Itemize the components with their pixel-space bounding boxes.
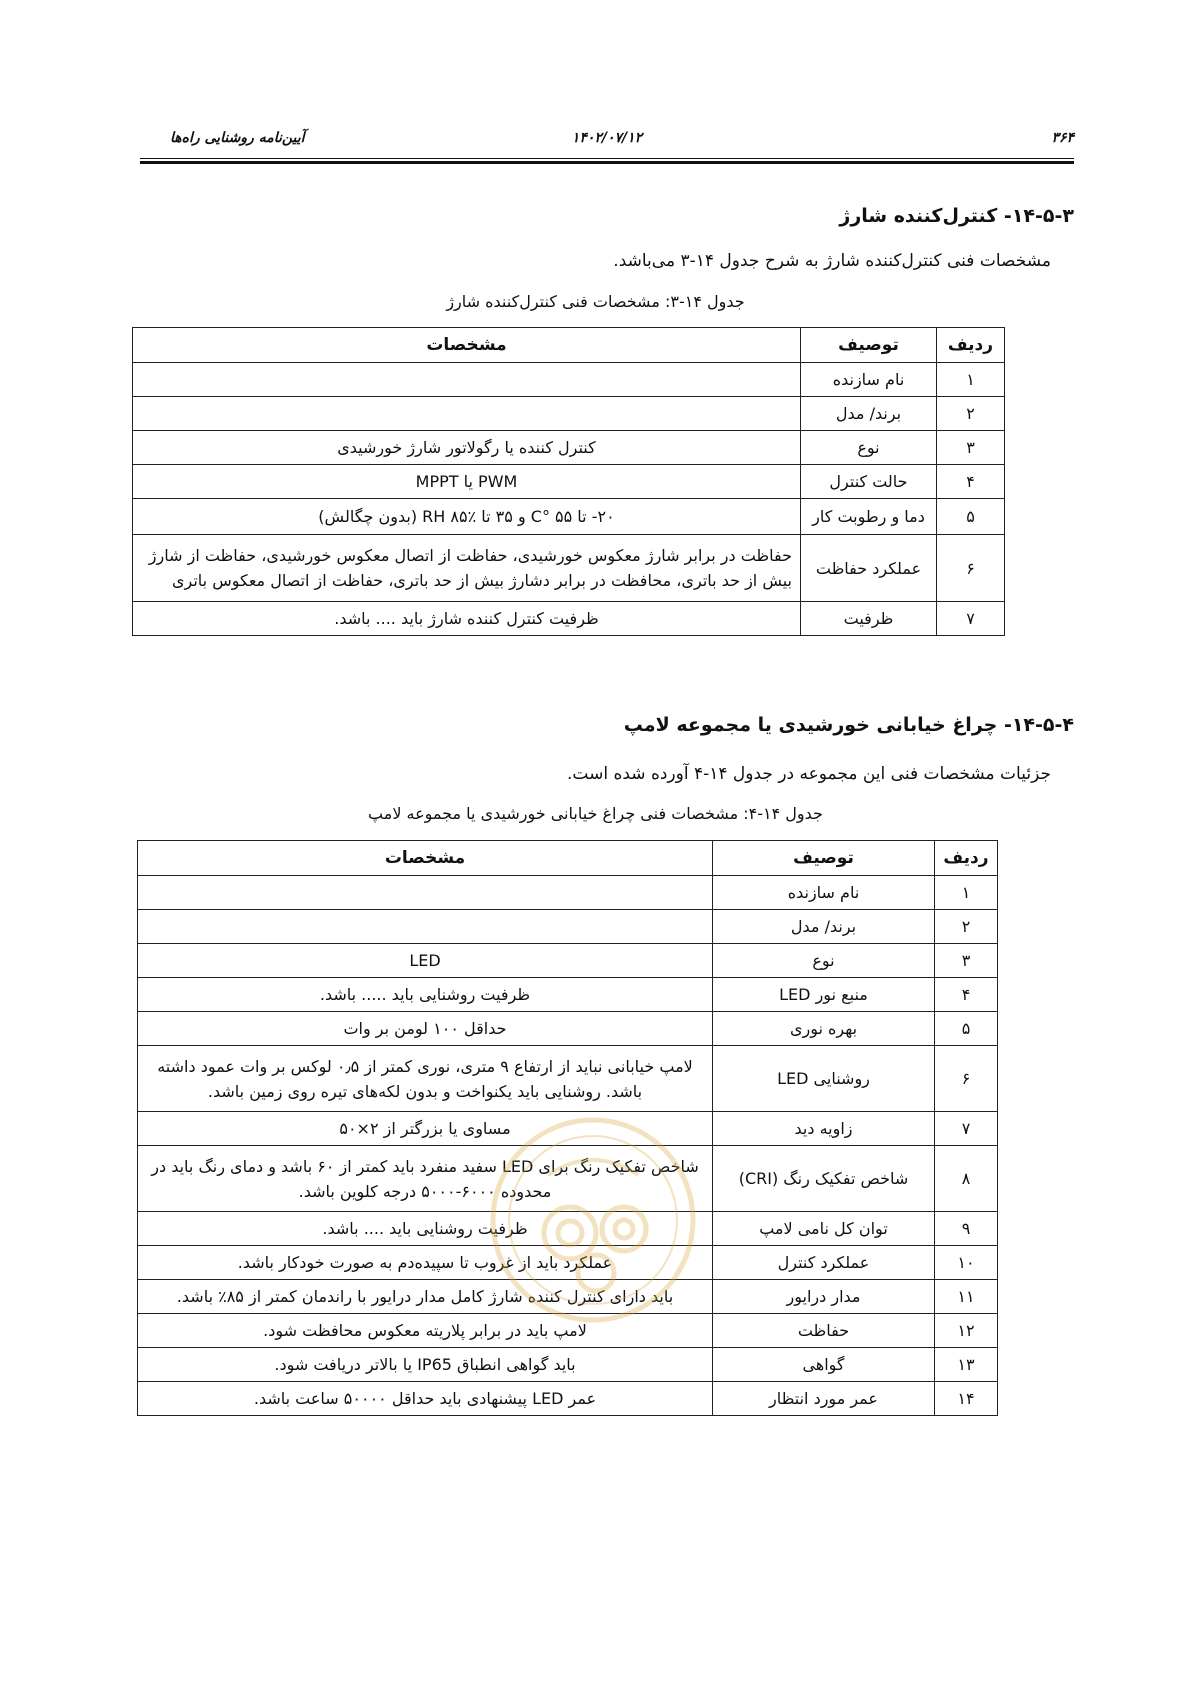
row-number: ۱۳ [935,1348,998,1382]
row-number: ۹ [935,1212,998,1246]
table-row [138,1112,998,1146]
row-specification: ظرفیت روشنایی باید ..... باشد. [138,978,713,1012]
column-header-specification: مشخصات [133,328,801,363]
table-header-row [138,841,998,876]
row-specification [133,397,801,431]
table-row [138,1348,998,1382]
table-row [133,465,1005,499]
row-specification: کنترل کننده یا رگولاتور شارژ خورشیدی [133,431,801,465]
row-specification: عمر LED پیشنهادی باید حداقل ۵۰۰۰۰ ساعت باشد. [138,1382,713,1416]
row-number: ۱۱ [935,1280,998,1314]
row-specification: باید دارای کنترل کننده شارژ کامل مدار درایور با راندمان کمتر از ۸۵٪ باشد. [138,1280,713,1314]
table-row [138,1314,998,1348]
row-specification: حفاظت در برابر شارژ معکوس خورشیدی، حفاظت از اتصال معکوس خورشیدی، حفاظت از شارژ بیش از حد باتری، محافظت در برابر دشارژ بیش از حد باتری، حفاظت از اتصال معکوس باتری [133,535,801,602]
row-description: حفاظت [713,1314,935,1348]
row-specification: مساوی یا بزرگتر از ۲×۵۰ [138,1112,713,1146]
solar-street-light-spec-table [137,840,998,1416]
column-header-row-number: ردیف [937,328,1005,363]
row-number: ۱۰ [935,1246,998,1280]
section-intro-charge-controller: مشخصات فنی کنترل‌کننده شارژ به شرح جدول ۱۴-۳ می‌باشد. [613,251,1051,271]
table-row [138,1212,998,1246]
row-specification: ظرفیت کنترل کننده شارژ باید .... باشد. [133,602,801,636]
table-row [138,1046,998,1112]
table-caption-charge-controller: جدول ۱۴-۳: مشخصات فنی کنترل‌کننده شارژ [446,292,745,311]
table-row [133,602,1005,636]
row-number: ۱ [937,363,1005,397]
row-number: ۷ [937,602,1005,636]
header-rule-thick [140,161,1074,164]
row-specification: عملکرد باید از غروب تا سپیده‌دم به صورت خودکار باشد. [138,1246,713,1280]
page-header [140,128,1074,164]
row-specification: PWM یا MPPT [133,465,801,499]
row-number: ۸ [935,1146,998,1212]
row-number: ۳ [935,944,998,978]
table-row [138,1012,998,1046]
row-number: ۵ [935,1012,998,1046]
row-description: نوع [713,944,935,978]
table-row [133,499,1005,535]
row-specification: حداقل ۱۰۰ لومن بر وات [138,1012,713,1046]
row-specification [133,363,801,397]
table-caption-solar-street-light: جدول ۱۴-۴: مشخصات فنی چراغ خیابانی خورشیدی یا مجموعه لامپ [368,804,823,823]
column-header-specification: مشخصات [138,841,713,876]
document-title: آیین‌نامه روشنایی راه‌ها [170,130,305,146]
table-row [133,535,1005,602]
row-number: ۱۴ [935,1382,998,1416]
page-number: ۳۶۴ [1051,130,1074,146]
row-description: بهره نوری [713,1012,935,1046]
row-number: ۵ [937,499,1005,535]
column-header-description: توصیف [713,841,935,876]
charge-controller-spec-table [132,327,1005,636]
row-description: برند/ مدل [801,397,937,431]
section-heading-solar-street-light: ۱۴-۵-۴- چراغ خیابانی خورشیدی یا مجموعه لامپ [623,714,1074,736]
row-specification: لامپ خیابانی نباید از ارتفاع ۹ متری، نوری کمتر از ۰٫۵ لوکس بر وات عمود داشته باشد. روشنایی باید یکنواخت و بدون لکه‌های تیره روی زمین باشد. [138,1046,713,1112]
row-number: ۷ [935,1112,998,1146]
row-number: ۶ [937,535,1005,602]
table-row [138,978,998,1012]
table-row [138,910,998,944]
table-row [133,363,1005,397]
table-row [138,1280,998,1314]
row-description: ظرفیت [801,602,937,636]
document-date: ۱۴۰۲/۰۷/۱۲ [571,130,643,146]
row-number: ۱۲ [935,1314,998,1348]
table-row [138,1382,998,1416]
row-description: روشنایی LED [713,1046,935,1112]
row-description: منبع نور LED [713,978,935,1012]
row-description: شاخص تفکیک رنگ (CRI) [713,1146,935,1212]
row-description: نوع [801,431,937,465]
column-header-row-number: ردیف [935,841,998,876]
section-intro-solar-street-light: جزئیات مشخصات فنی این مجموعه در جدول ۱۴-۴ آورده شده است. [567,764,1051,784]
column-header-description: توصیف [801,328,937,363]
row-specification: باید گواهی انطباق IP65 یا بالاتر دریافت شود. [138,1348,713,1382]
header-rule [140,158,1074,159]
table-row [138,944,998,978]
row-number: ۲ [935,910,998,944]
row-description: مدار درایور [713,1280,935,1314]
row-specification [138,910,713,944]
row-description: توان کل نامی لامپ [713,1212,935,1246]
row-number: ۳ [937,431,1005,465]
row-specification: ظرفیت روشنایی باید .... باشد. [138,1212,713,1246]
row-description: نام سازنده [801,363,937,397]
row-number: ۲ [937,397,1005,431]
table-row [138,1246,998,1280]
row-number: ۶ [935,1046,998,1112]
row-number: ۴ [935,978,998,1012]
row-description: برند/ مدل [713,910,935,944]
table-row [133,397,1005,431]
row-number: ۴ [937,465,1005,499]
row-description: عملکرد حفاظت [801,535,937,602]
row-description: گواهی [713,1348,935,1382]
row-description: عملکرد کنترل [713,1246,935,1280]
row-specification: شاخص تفکیک رنگ برای LED سفید منفرد باید کمتر از ۶۰ باشد و دمای رنگ باید در محدوده ۶۰۰۰-۵۰۰۰ درجه کلوین باشد. [138,1146,713,1212]
row-description: عمر مورد انتظار [713,1382,935,1416]
section-heading-charge-controller: ۱۴-۵-۳- کنترل‌کننده شارژ [839,205,1074,227]
row-description: زاویه دید [713,1112,935,1146]
row-specification: ۲۰- تا C° ۵۵ و ۳۵ تا RH ۸۵٪ (بدون چگالش) [133,499,801,535]
row-description: دما و رطوبت کار [801,499,937,535]
row-description: حالت کنترل [801,465,937,499]
table-row [138,876,998,910]
row-specification [138,876,713,910]
table-row [133,431,1005,465]
row-description: نام سازنده [713,876,935,910]
row-number: ۱ [935,876,998,910]
table-row [138,1146,998,1212]
table-header-row [133,328,1005,363]
row-specification: لامپ باید در برابر پلاریته معکوس محافظت شود. [138,1314,713,1348]
row-specification: LED [138,944,713,978]
